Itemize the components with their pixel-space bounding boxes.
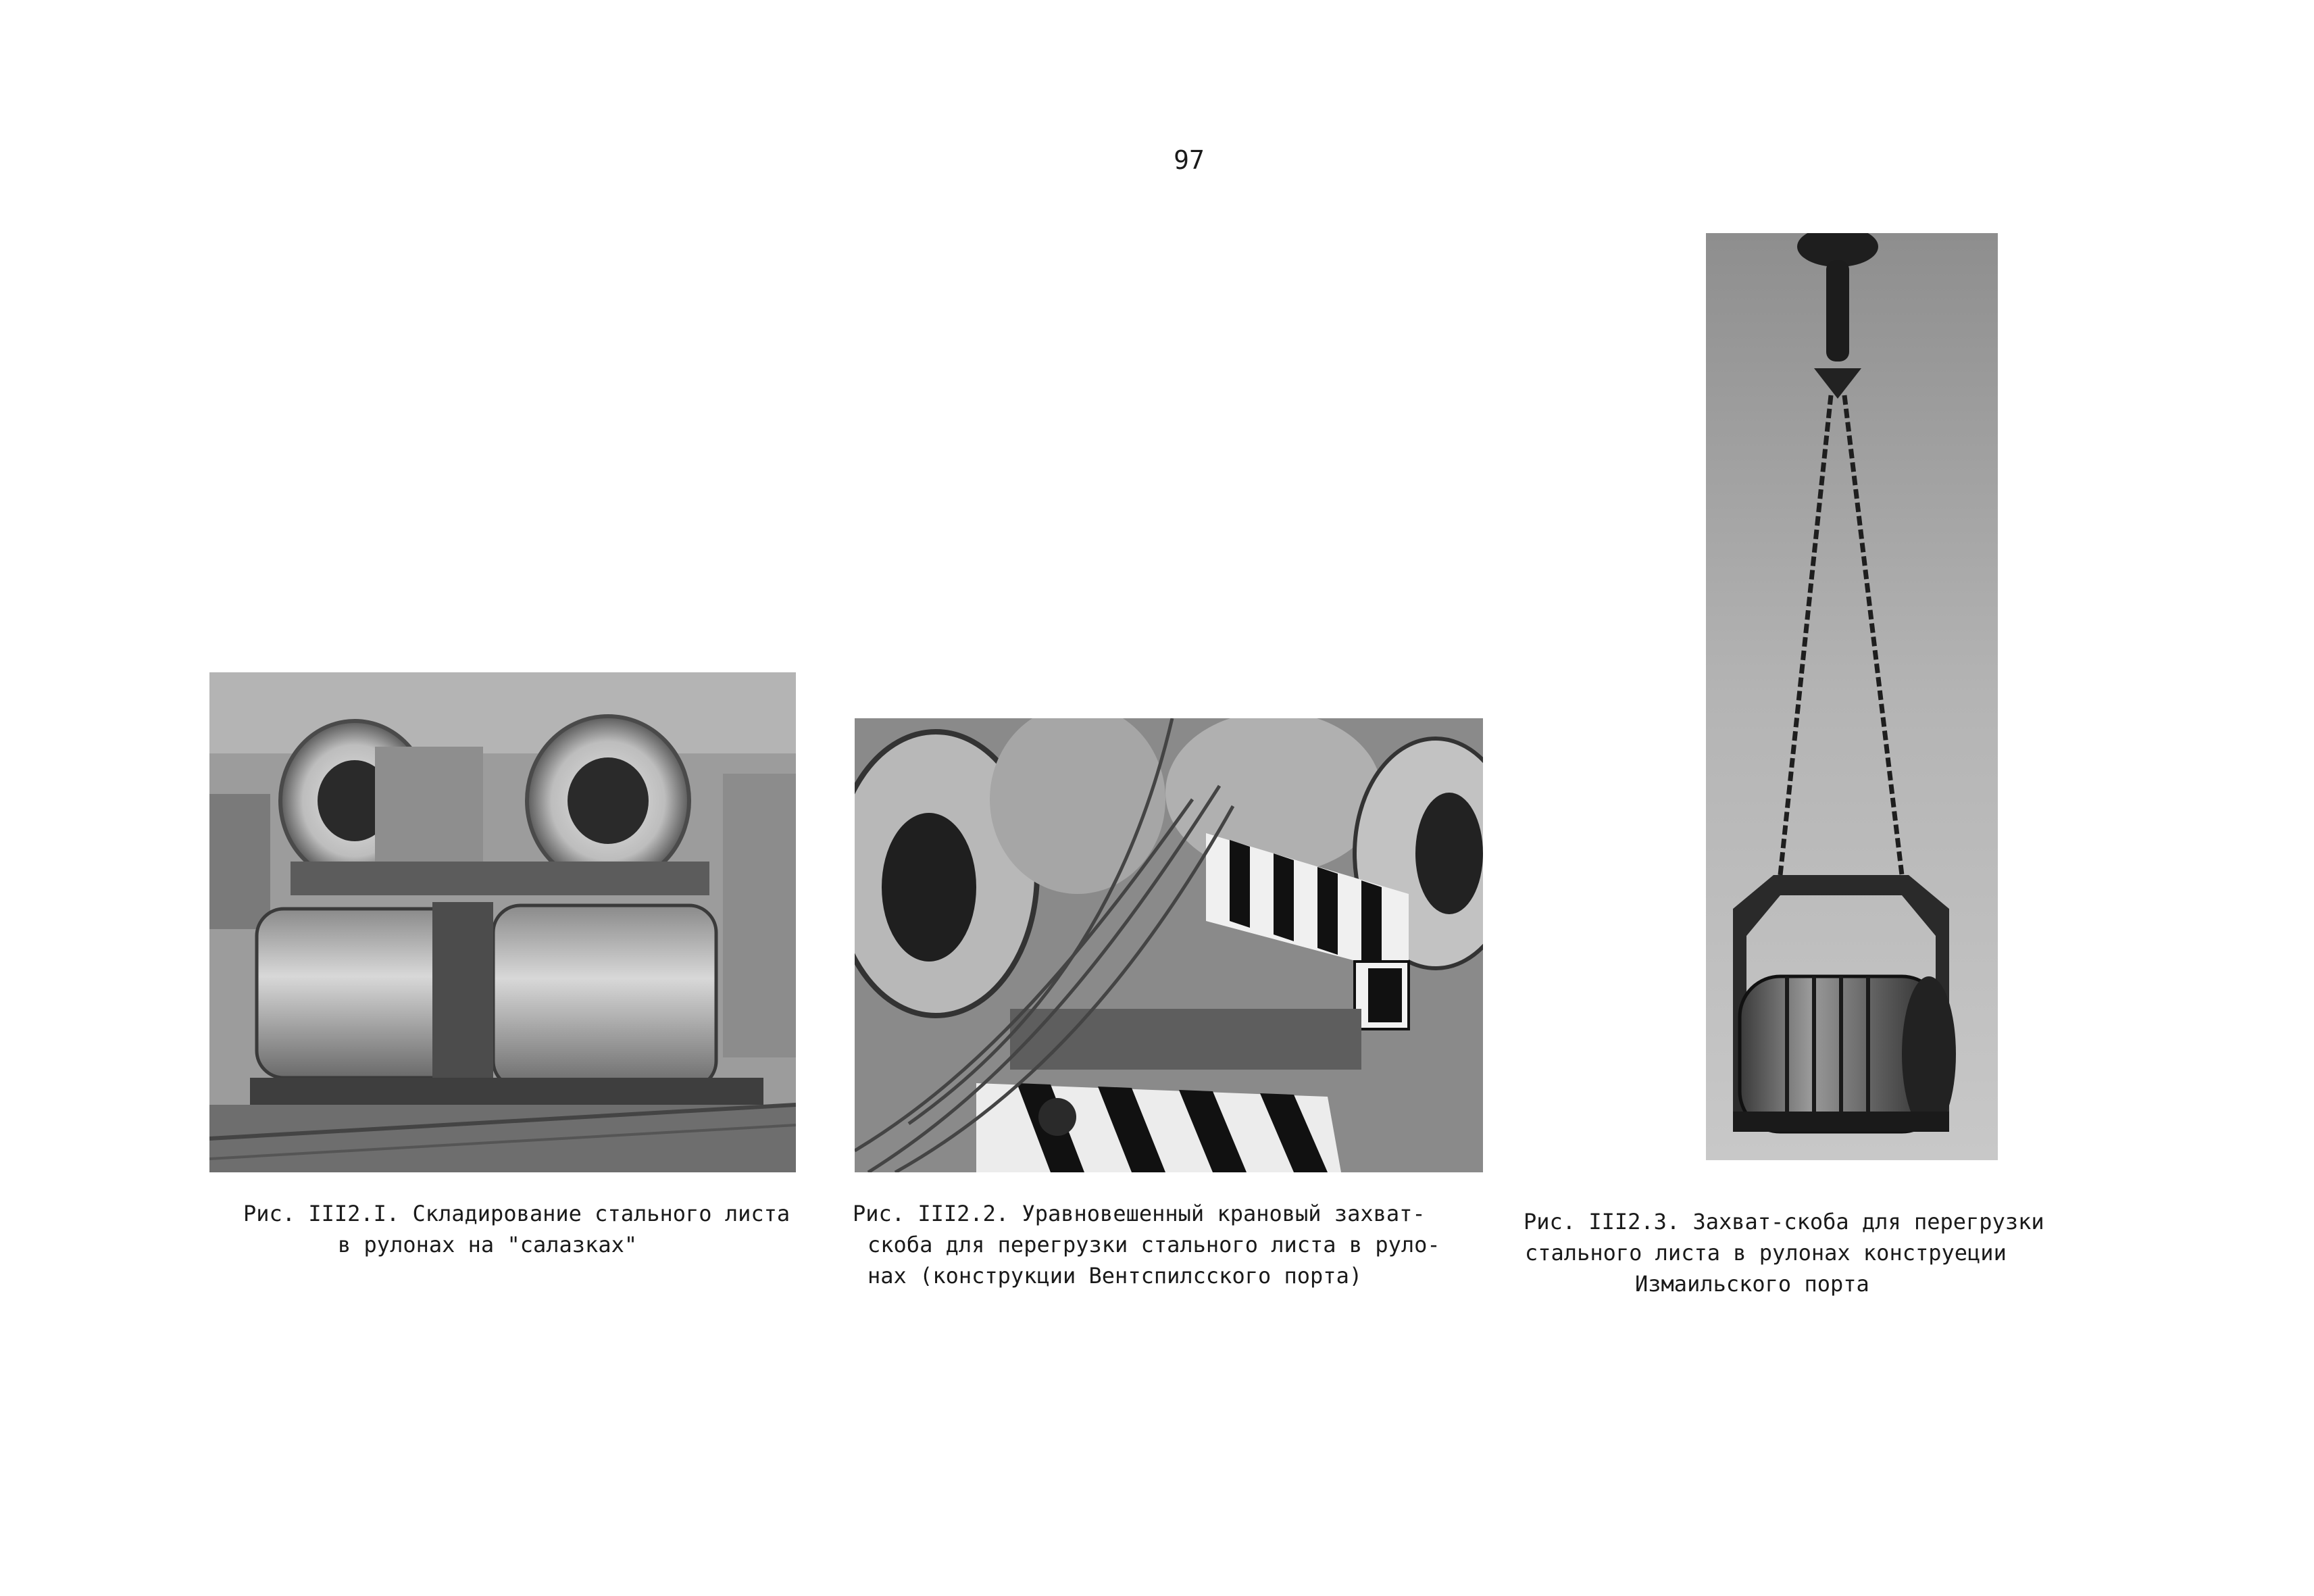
figure-2-caption-line: нах (конструкции Вентспилсского порта) [867, 1263, 1363, 1289]
figure-3-caption-line: Измаильского порта [1635, 1271, 1869, 1297]
balanced-crane-grab-photo [855, 718, 1483, 1172]
figure-3-caption-line: стального листа в рулонах конструеции [1525, 1240, 2007, 1266]
figure-1-caption-line: Рис. III2.I. Складирование стального листа [243, 1201, 790, 1226]
grab-bracket-hanging-photo [1706, 233, 1998, 1160]
page-number: 97 [1174, 145, 1205, 175]
figure-2-caption [853, 1198, 1440, 1291]
figure-2-caption-line: Рис. III2.2. Уравновешенный крановый захват- [853, 1201, 1426, 1226]
figure-3-caption-line: Рис. III2.3. Захват-скоба для перегрузки [1524, 1209, 2044, 1235]
figure-2-caption-line: скоба для перегрузки стального листа в руло- [867, 1232, 1440, 1257]
figure-1-caption-line: в рулонах на "салазках" [338, 1232, 638, 1257]
steel-coils-on-sleds-photo [209, 672, 796, 1172]
figure-1-caption [243, 1198, 790, 1260]
figure-3-caption [1524, 1206, 2044, 1299]
